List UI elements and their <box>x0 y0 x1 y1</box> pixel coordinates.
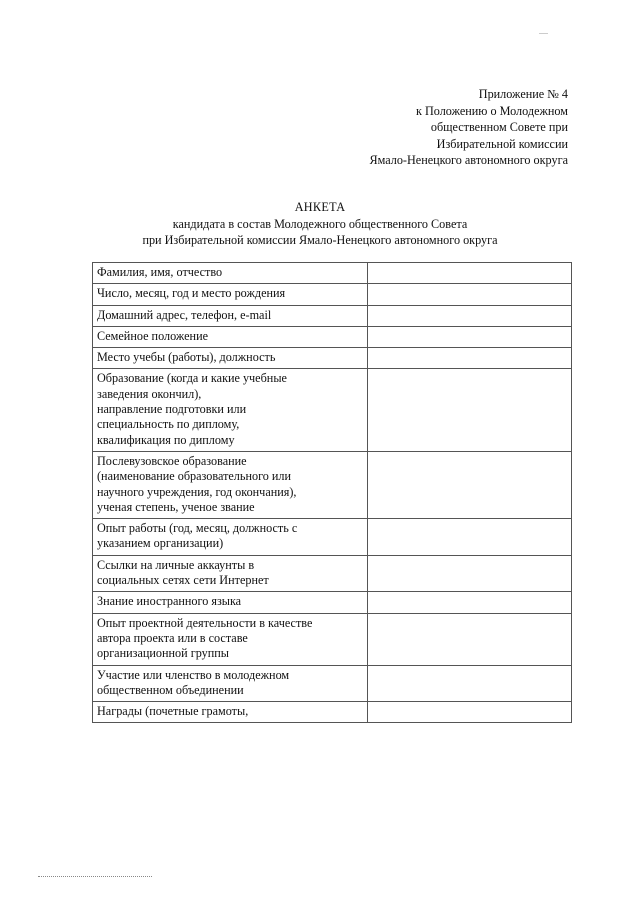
appendix-line: общественном Совете при <box>430 120 568 134</box>
field-label: Семейное положение <box>93 326 368 347</box>
field-value-cell[interactable] <box>367 613 571 665</box>
field-label: Опыт проектной деятельности в качестве автора проекта или в составе организационной группы <box>93 613 368 665</box>
table-row <box>93 613 572 665</box>
field-value-cell[interactable] <box>367 305 571 326</box>
table-row <box>93 555 572 592</box>
field-value-cell[interactable] <box>367 348 571 369</box>
table-row <box>93 263 572 284</box>
questionnaire-body <box>93 263 572 723</box>
table-row <box>93 592 572 613</box>
scan-artifact-mark <box>539 33 548 34</box>
scan-artifact-line <box>38 876 152 877</box>
field-value-cell[interactable] <box>367 592 571 613</box>
field-label: Опыт работы (год, месяц, должность с указанием организации) <box>93 519 368 556</box>
table-row <box>93 519 572 556</box>
appendix-line: Ямало-Ненецкого автономного округа <box>369 153 568 167</box>
field-value-cell[interactable] <box>367 519 571 556</box>
field-value-cell[interactable] <box>367 555 571 592</box>
title-subline: кандидата в состав Молодежного общественного Совета <box>172 216 468 231</box>
field-label: Участие или членство в молодежном общественном объединении <box>93 665 368 702</box>
questionnaire-table <box>92 262 572 723</box>
appendix-line: к Положению о Молодежном <box>416 103 568 118</box>
field-label: Награды (почетные грамоты, <box>93 702 368 723</box>
field-label: Число, месяц, год и место рождения <box>93 284 368 305</box>
field-value-cell[interactable] <box>367 326 571 347</box>
table-row <box>93 305 572 326</box>
field-label: Послевузовское образование (наименование образовательного или научного учреждения, год окончания), ученая степень, ученое звание <box>93 451 368 518</box>
table-row <box>93 369 572 451</box>
field-value-cell[interactable] <box>367 263 571 284</box>
field-label: Знание иностранного языка <box>93 592 368 613</box>
table-row <box>93 284 572 305</box>
title-subline: при Избирательной комиссии Ямало-Ненецкого автономного округа <box>142 233 498 247</box>
appendix-line: Избирательной комиссии <box>436 136 568 151</box>
table-row <box>93 702 572 723</box>
field-label: Образование (когда и какие учебные заведения окончил), направление подготовки или специальность по диплому, квалификация по диплому <box>93 369 368 451</box>
appendix-note <box>268 86 568 169</box>
field-value-cell[interactable] <box>367 665 571 702</box>
field-value-cell[interactable] <box>367 702 571 723</box>
field-label: Место учебы (работы), должность <box>93 348 368 369</box>
document-title <box>0 199 640 249</box>
table-row <box>93 326 572 347</box>
title-heading: АНКЕТА <box>294 200 346 214</box>
field-value-cell[interactable] <box>367 369 571 451</box>
field-value-cell[interactable] <box>367 451 571 518</box>
table-row <box>93 665 572 702</box>
field-value-cell[interactable] <box>367 284 571 305</box>
table-row <box>93 451 572 518</box>
table-row <box>93 348 572 369</box>
field-label: Фамилия, имя, отчество <box>93 263 368 284</box>
appendix-line: Приложение № 4 <box>478 87 568 101</box>
field-label: Домашний адрес, телефон, e-mail <box>93 305 368 326</box>
field-label: Ссылки на личные аккаунты в социальных сетях сети Интернет <box>93 555 368 592</box>
